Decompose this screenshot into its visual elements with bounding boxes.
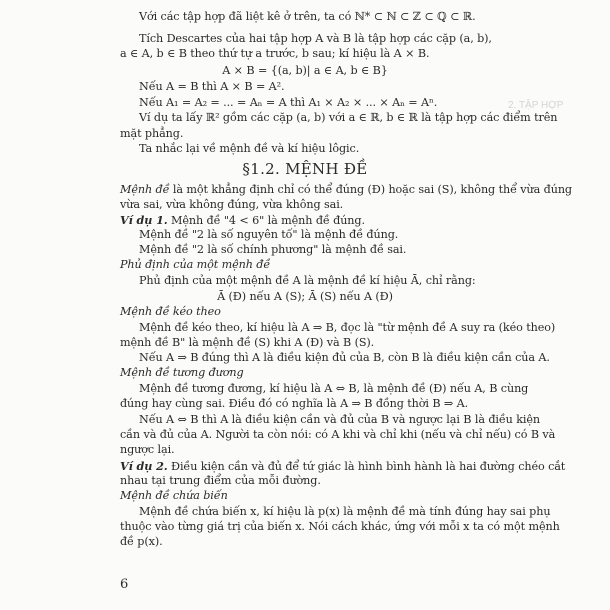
subheading: Mệnh đề tương đương	[120, 366, 244, 379]
text-line: Nếu A = B thì A × B = A².	[139, 80, 285, 93]
example-line: Ví dụ 1. Mệnh đề "4 < 6" là mệnh đề đúng.	[120, 213, 365, 227]
subheading: Mệnh đề kéo theo	[120, 305, 221, 318]
text-line: Với các tập hợp đã liệt kê ở trên, ta có ℕ* ⊂ ℕ ⊂ ℤ ⊂ ℚ ⊂ ℝ.	[139, 10, 476, 23]
formula-line: Ā (Đ) nếu A (S); Ā (S) nếu A (Đ)	[217, 290, 393, 303]
text-line: Ta nhắc lại về mệnh đề và kí hiệu lôgic.	[139, 142, 360, 155]
text-line: ngược lại.	[120, 443, 175, 456]
text-line: mệnh đề B" là mệnh đề (S) khi A (Đ) và B (S).	[120, 336, 375, 349]
text-line: Nếu A ⇒ B đúng thì A là điều kiện đủ của B, còn B là điều kiện cần của A.	[139, 351, 550, 364]
text-line: Mệnh đề là một khẳng định chỉ có thể đúng (Đ) hoặc sai (S), không thể vừa đúng	[120, 183, 572, 196]
text-line: vừa sai, vừa không đúng, vừa không sai.	[120, 198, 344, 211]
text-line: thuộc vào từng giá trị của biến x. Nói cách khác, ứng với mỗi x ta có một mệnh	[120, 520, 560, 533]
text-line: Mệnh đề "2 là số chính phương" là mệnh đề sai.	[139, 243, 407, 256]
formula-line: A × B = {(a, b)| a ∈ A, b ∈ B}	[222, 64, 388, 77]
subheading: Phủ định của một mệnh đề	[120, 258, 271, 271]
text-line: Ví dụ ta lấy ℝ² gồm các cặp (a, b) với a ∈ ℝ, b ∈ ℝ là tập hợp các điểm trên	[139, 111, 558, 124]
text-line: đề p(x).	[120, 535, 163, 548]
text-line: Mệnh đề "2 là số nguyên tố" là mệnh đề đúng.	[139, 228, 399, 241]
text-line: Tích Descartes của hai tập hợp A và B là tập hợp các cặp (a, b),	[139, 32, 492, 45]
bleed-through-text: 2. TẬP HỢP	[508, 100, 564, 111]
page-number: 6	[120, 577, 129, 592]
emphasis-text: Ví dụ 1.	[120, 213, 168, 227]
text-line: Mệnh đề chứa biến x, kí hiệu là p(x) là mệnh đề mà tính đúng hay sai phụ	[139, 505, 551, 518]
text-line: cần và đủ của A. Người ta còn nói: có A khi và chỉ khi (nếu và chỉ nếu) có B và	[120, 428, 556, 441]
text-line: Nếu A₁ = A₂ = ... = Aₙ = A thì A₁ × A₂ × ... × Aₙ = Aⁿ.	[139, 96, 438, 109]
text-line: Mệnh đề kéo theo, kí hiệu là A ⇒ B, đọc là "từ mệnh đề A suy ra (kéo theo)	[139, 321, 556, 334]
text-line: nhau tại trung điểm của mỗi đường.	[120, 474, 321, 487]
text-line: Nếu A ⇔ B thì A là điều kiện cần và đủ của B và ngược lại B là điều kiện	[139, 413, 541, 426]
text-line: Mệnh đề tương đương, kí hiệu là A ⇔ B, là mệnh đề (Đ) nếu A, B cùng	[139, 382, 529, 395]
emphasis-text: Mệnh đề	[120, 183, 170, 196]
text-line: đúng hay cùng sai. Điều đó có nghĩa là A ⇒ B đồng thời B ⇒ A.	[120, 397, 469, 410]
emphasis-text: Ví dụ 2.	[120, 459, 168, 473]
text-line: a ∈ A, b ∈ B theo thứ tự a trước, b sau; kí hiệu là A × B.	[120, 47, 430, 60]
section-heading: §1.2. MỆNH ĐỀ	[242, 160, 368, 178]
text-line: Phủ định của một mệnh đề A là mệnh đề kí hiệu Ā, chỉ rằng:	[139, 274, 476, 287]
text-line: mặt phẳng.	[120, 127, 184, 140]
example-line: Ví dụ 2. Điều kiện cần và đủ để tứ giác là hình bình hành là hai đường chéo cắt	[120, 459, 566, 473]
subheading: Mệnh đề chứa biến	[120, 489, 228, 502]
